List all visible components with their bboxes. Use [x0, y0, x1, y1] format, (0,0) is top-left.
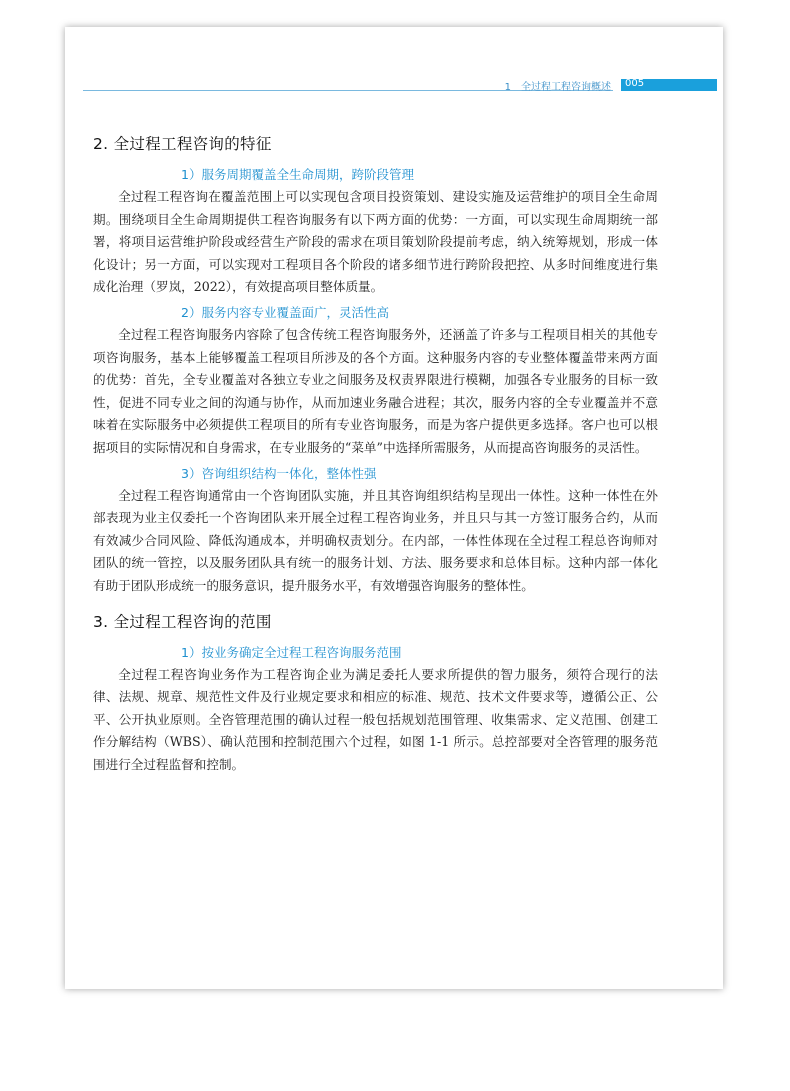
paragraph: 全过程工程咨询服务内容除了包含传统工程咨询服务外，还涵盖了许多与工程项目相关的其他专项咨询服务，基本上能够覆盖工程项目所涉及的各个方面。这种服务内容的专业整体覆盖带来两方面的优势：首先，全专业覆盖对各独立专业之间服务及权责界限进行模糊，加强各专业服务的目标一致性，促进不同专业之间的沟通与协作，从而加速业务融合进程；其次，服务内容的全专业覆盖并不意味着在实际服务中必须提供工程项目的所有专业咨询服务，而是为客户提供更多选择。客户也可以根据项目的实际情况和自身需求，在专业服务的“菜单”中选择所需服务，从而提高咨询服务的灵活性。: [93, 326, 658, 455]
section-heading: 2. 全过程工程咨询的特征: [93, 135, 272, 153]
subsection-heading: 2）服务内容专业覆盖面广，灵活性高: [181, 304, 389, 320]
page-content: [93, 133, 658, 776]
page-number: 005: [625, 78, 645, 89]
page-number-tab: [621, 79, 717, 91]
running-header: [65, 79, 723, 91]
header-chapter-title: 1 全过程工程咨询概述: [504, 82, 611, 93]
subsection-heading: 1）按业务确定全过程工程咨询服务范围: [181, 644, 402, 660]
paragraph: 全过程工程咨询业务作为工程咨询企业为满足委托人要求所提供的智力服务，须符合现行的法律、法规、规章、规范性文件及行业规定要求和相应的标准、规范、技术文件要求等，遵循公正、公平、公开执业原则。全咨管理范围的确认过程一般包括规划范围管理、收集需求、定义范围、创建工作分解结构（WBS）、确认范围和控制范围六个过程，如图 1-1 所示。总控部要对全咨管理的服务范围进行全过程监督和控制。: [93, 666, 658, 772]
subsection-heading: 1）服务周期覆盖全生命周期，跨阶段管理: [181, 167, 414, 182]
paragraph: 全过程工程咨询在覆盖范围上可以实现包含项目投资策划、建设实施及运营维护的项目全生命周期。围绕项目全生命周期提供工程咨询服务有以下两方面的优势：一方面，可以实现生命周期统一部署，将项目运营维护阶段或经营生产阶段的需求在项目策划阶段提前考虑，纳入统筹规划，形成一体化设计；另一方面，可以实现对工程项目各个阶段的诸多细节进行跨阶段把控、从多时间维度进行集成化治理（罗岚，2022），有效提高项目整体质量。: [93, 189, 658, 295]
paragraph: 全过程工程咨询通常由一个咨询团队实施，并且其咨询组织结构呈现出一体性。这种一体性在外部表现为业主仅委托一个咨询团队来开展全过程工程咨询业务，并且只与其一方签订服务合约，从而有效减少合同风险、降低沟通成本，并明确权责划分。在内部，一体性体现在全过程工程总咨询师对团队的统一管控，以及服务团队具有统一的服务计划、方法、服务要求和总体目标。这种内部一体化有助于团队形成统一的服务意识，提升服务水平，有效增强咨询服务的整体性。: [93, 487, 658, 593]
subsection-heading: 3）咨询组织结构一体化，整体性强: [181, 465, 377, 481]
section-heading: 3. 全过程工程咨询的范围: [93, 612, 272, 631]
